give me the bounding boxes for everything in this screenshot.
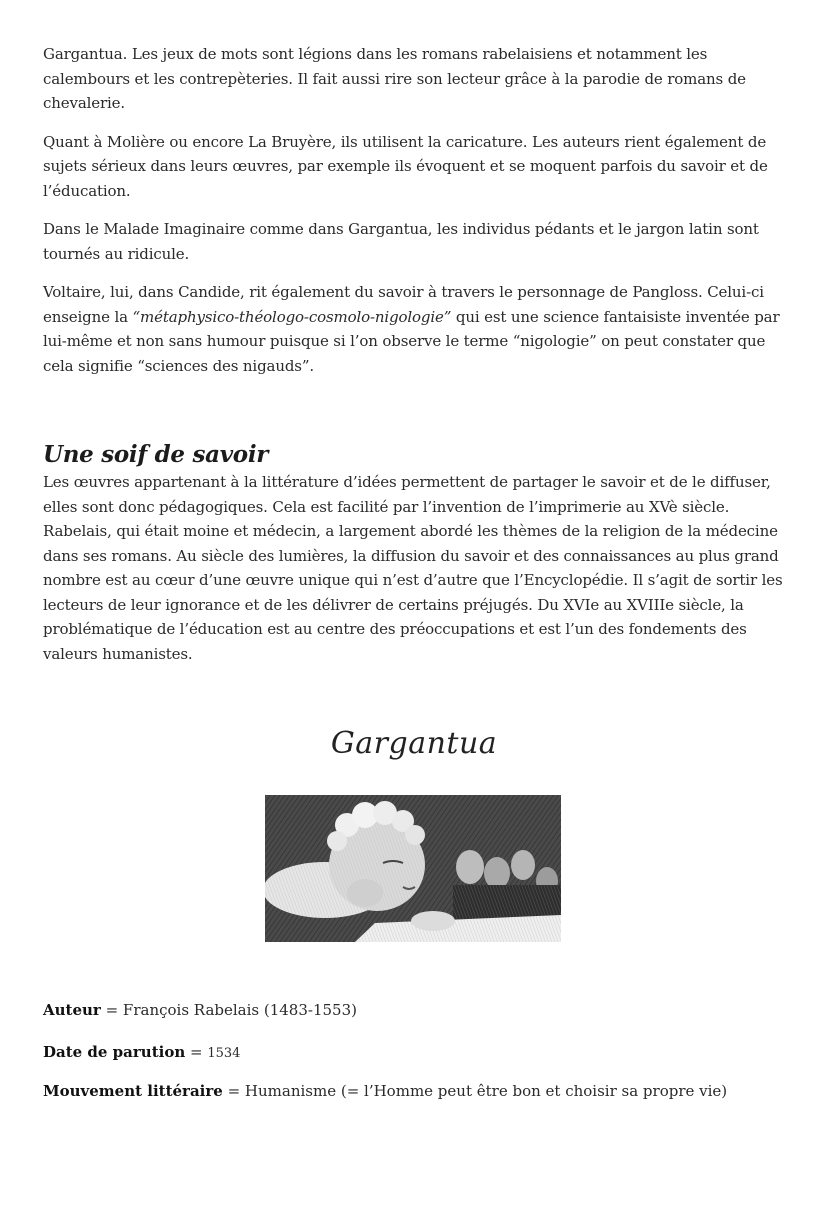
book-title: Gargantua xyxy=(330,726,498,761)
gargantua-illustration xyxy=(265,795,561,942)
author-value: = François Rabelais (1483-1553) xyxy=(100,1001,357,1019)
engraving-illustration xyxy=(265,795,561,942)
paragraph-voltaire xyxy=(43,280,788,378)
date-equals: = xyxy=(185,1043,208,1061)
paragraph-moliere: Quant à Molière ou encore La Bruyère, ils utilisent la caricature. Les auteurs rient également de sujets sérieux dans leurs œuvres, par exemple ils évoquent et se moquent parfois du savoir et de l’éducation. xyxy=(43,132,768,200)
info-movement xyxy=(43,1080,803,1102)
author-label: Auteur xyxy=(43,1001,101,1019)
movement-value: = Humanisme (= l’Homme peut être bon et choisir sa propre vie) xyxy=(222,1082,728,1100)
movement-label: Mouvement littéraire xyxy=(43,1082,223,1100)
info-date xyxy=(43,1041,803,1065)
voltaire-text-part1: Voltaire, lui, dans Candide, rit également du savoir à travers le personnage de Pangloss. Celui-ci enseigne la xyxy=(43,283,764,326)
voltaire-text-part2: qui est une science fantaisiste inventée par lui-même et non sans humour puisque si l’on observe le terme “nigologie” on peut constater que cela signifie “sciences des nigauds”. xyxy=(43,307,780,375)
paragraph-malade-imaginaire: Dans le Malade Imaginaire comme dans Gargantua, les individus pédants et le jargon latin sont tournés au ridicule. xyxy=(43,220,759,263)
voltaire-italic-term: “métaphysico-théologo-cosmolo-nigologie” xyxy=(132,307,452,326)
date-label: Date de parution xyxy=(43,1043,186,1061)
info-author xyxy=(43,999,803,1021)
section-heading: Une soif de savoir xyxy=(43,441,269,468)
article-content xyxy=(43,42,788,680)
date-value: 1534 xyxy=(207,1046,241,1061)
section-body: Les œuvres appartenant à la littérature d’idées permettent de partager le savoir et de le diffuser, elles sont donc pédagogiques. Cela est facilité par l’invention de l’imprimerie au XVè siècle. Rabelais, qui était moine et médecin, a largement abordé les thèmes de la religion de la médecine dans ses romans. Au siècle des lumières, la diffusion du savoir et des connaissances au plus grand nombre est au cœur d’une œuvre unique qui n’est d’autre que l’Encyclopédie. Il s’agit de sortir les lecteurs de leur ignorance et de les délivrer de certains préjugés. Du XVIe au XVIIIe siècle, la problématique de l’éducation est au centre des préoccupations et est l’un des fondements des valeurs humanistes. xyxy=(43,473,783,663)
paragraph-rabelais: Gargantua. Les jeux de mots sont légions dans les romans rabelaisiens et notamment les calembours et les contrepèteries. Il fait aussi rire son lecteur grâce à la parodie de romans de chevalerie. xyxy=(43,45,746,112)
